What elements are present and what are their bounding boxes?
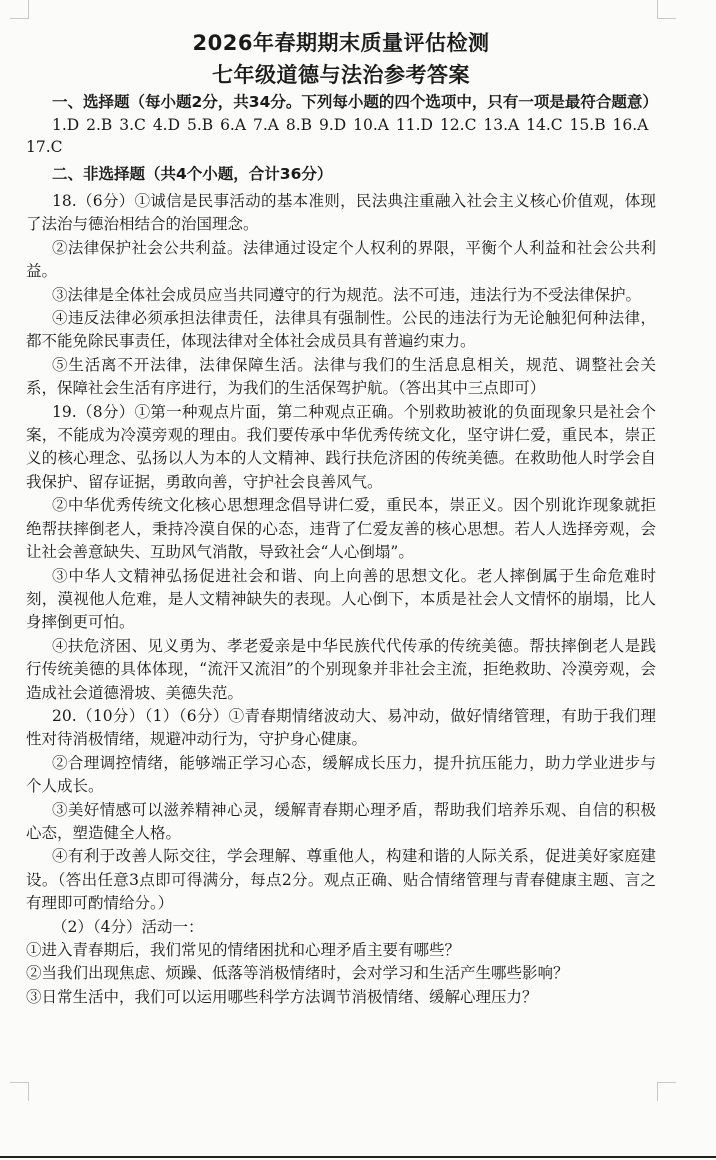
q20-part1-point-3: ③美好情感可以滋养精神心灵，缓解青春期心理矛盾，帮助我们培养乐观、自信的积极心态，塑造健全人格。	[26, 800, 656, 842]
q19-point-4: ④扶危济困、见义勇为、孝老爱亲是中华民族代代传承的传统美德。帮扶摔倒老人是践行传统美德的具体体现，“流汗又流泪”的个别现象并非社会主流，拒绝救助、冷漠旁观，会造成社会道德滑坡、美德失范。	[26, 636, 656, 702]
page-bottom-rule	[0, 1156, 716, 1158]
section-1-heading: 一、选择题（每小题2分，共34分。下列每小题的四个选项中，只有一项是最符合题意）	[52, 93, 658, 111]
q18-point-1: 18.（6分）①诚信是民事活动的基本准则，民法典注重融入社会主义核心价值观，体现了法治与德治相结合的治国理念。	[26, 192, 656, 234]
q18-point-2: ②法律保护社会公共利益。法律通过设定个人权利的界限，平衡个人利益和社会公共利益。	[26, 238, 656, 281]
q18-point-4: ④违反法律必须承担法律责任，法律具有强制性。公民的违法行为无论触犯何种法律，都不能免除民事责任，体现法律对全体社会成员具有普遍约束力。	[26, 309, 656, 351]
q20-part1-point-4: ④有利于改善人际交往，学会理解、尊重他人，构建和谐的人际关系，促进美好家庭建设。（答出任意3点即可得满分，每点2分。观点正确、贴合情绪管理与青春健康主题、言之有理即可酌情给分。）	[26, 847, 656, 913]
q18-point-5: ⑤生活离不开法律，法律保障生活。法律与我们的生活息息相关，规范、调整社会关系，保障社会生活有序进行，为我们的生活保驾护航。（答出其中三点即可）	[26, 355, 656, 398]
q20-part2-question-2: ②当我们出现焦虑、烦躁、低落等消极情绪时，会对学习和生活产生哪些影响？	[26, 964, 569, 983]
q19-point-3: ③中华人文精神弘扬促进社会和谐、向上向善的思想文化。老人摔倒属于生命危难时刻，漠视他人危难，是人文精神缺失的表现。人心倒下，本质是社会人文情怀的崩塌，比人身摔倒更可怕。	[26, 566, 656, 632]
crop-mark-bottom-left	[10, 1082, 29, 1101]
document-body	[26, 28, 656, 1009]
crop-mark-top-right	[657, 0, 676, 19]
q20-part1-point-2: ②合理调控情绪，能够端正学习心态，缓解成长压力，提升抗压能力，助力学业进步与个人成长。	[26, 753, 656, 796]
q20-part2-heading: （2）（4分）活动一：	[52, 917, 204, 936]
q20-part2-question-1: ①进入青春期后，我们常见的情绪困扰和心理矛盾主要有哪些？	[26, 941, 461, 959]
multiple-choice-answers: 1.D 2.B 3.C 4.D 5.B 6.A 7.A 8.B 9.D 10.A 11.D 12.C 13.A 14.C 15.B 16.A 17.C	[26, 116, 649, 156]
q20-part2-question-3: ③日常生活中，我们可以运用哪些科学方法调节消极情绪、缓解心理压力？	[26, 987, 538, 1006]
section-2-heading: 二、非选择题（共4个小题，合计36分）	[52, 165, 333, 183]
q20-part1-point-1: 20.（10分）（1）（6分）①青春期情绪波动大、易冲动，做好情绪管理，有助于我们理性对待消极情绪，规避冲动行为，守护身心健康。	[26, 706, 656, 749]
crop-mark-top-left	[10, 0, 29, 19]
exam-title: 2026年春期期末质量评估检测	[192, 31, 490, 55]
answer-key-title: 七年级道德与法治参考答案	[212, 63, 470, 87]
crop-mark-bottom-right	[657, 1082, 676, 1101]
q19-point-2: ②中华优秀传统文化核心思想理念倡导讲仁爱，重民本，崇正义。因个别讹诈现象就拒绝帮扶摔倒老人，秉持冷漠自保的心态，违背了仁爱友善的核心思想。若人人选择旁观，会让社会善意缺失、互助风气消散，导致社会“人心倒塌”。	[26, 496, 656, 562]
q18-point-3: ③法律是全体社会成员应当共同遵守的行为规范。法不可违，违法行为不受法律保护。	[52, 285, 642, 304]
q19-point-1: 19.（8分）①第一种观点片面，第二种观点正确。个别救助被讹的负面现象只是社会个案，不能成为冷漠旁观的理由。我们要传承中华优秀传统文化，坚守讲仁爱，重民本，崇正义的核心理念、弘扬以人为本的人文精神、践行扶危济困的传统美德。在救助他人时学会自我保护、留存证据，勇敢向善，守护社会良善风气。	[26, 402, 656, 491]
